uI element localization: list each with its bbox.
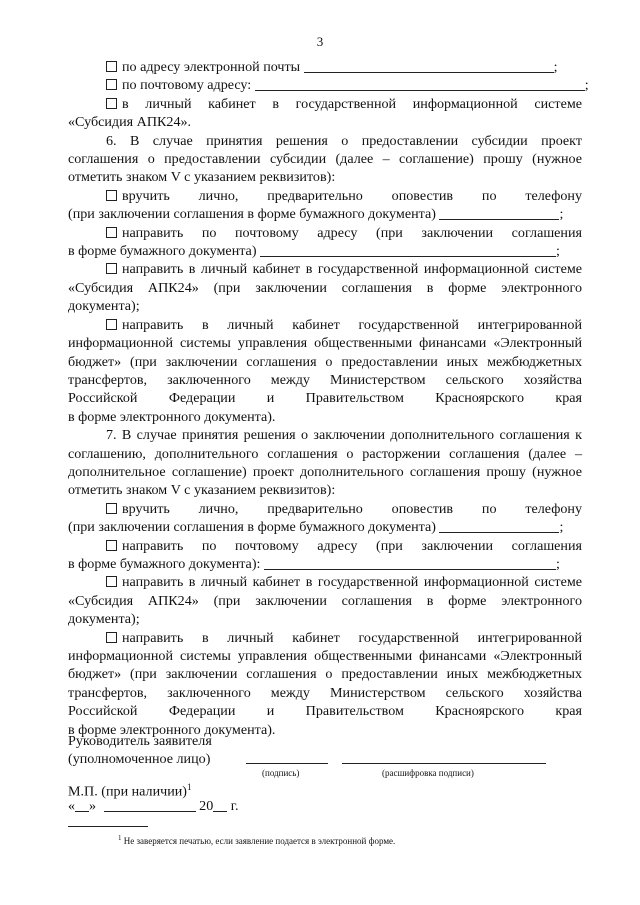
option-email: по адресу электронной почты ; — [68, 58, 582, 76]
checkbox-email[interactable] — [106, 61, 117, 72]
date-day-line[interactable] — [75, 799, 89, 812]
checkbox-p7-postal[interactable] — [106, 540, 117, 551]
checkbox-p6-cabinet[interactable] — [106, 263, 117, 274]
seal-label: М.П. (при наличии)$^1$ — [68, 782, 192, 800]
checkbox-cabinet[interactable] — [106, 98, 117, 109]
p6-option-postal: направить по почтовому адресу (при заключении соглашения — [68, 224, 582, 242]
p7-option-budget: направить в личный кабинет государственной интегрированной — [68, 629, 582, 647]
signature-line[interactable] — [246, 762, 328, 764]
p6-option-budget: направить в личный кабинет государственной интегрированной — [68, 316, 582, 334]
checkbox-p6-deliver[interactable] — [106, 190, 117, 201]
signature-decode-line[interactable] — [342, 762, 546, 764]
postal-field-line[interactable] — [255, 78, 585, 91]
para-7: 7. В случае принятия решения о заключении дополнительного соглашения к — [106, 427, 582, 444]
date-line: « » 20 г. — [68, 798, 239, 814]
checkbox-p7-deliver[interactable] — [106, 503, 117, 514]
checkbox-p7-cabinet[interactable] — [106, 576, 117, 587]
p7-phone-field-line[interactable] — [439, 520, 559, 533]
p7-option-postal: направить по почтовому адресу (при заключении соглашения — [68, 537, 582, 555]
p6-option-deliver: вручить лично, предварительно оповестив по телефону — [68, 187, 582, 205]
checkbox-p6-postal[interactable] — [106, 227, 117, 238]
date-year-line[interactable] — [213, 799, 227, 812]
signature-caption: (подпись) — [262, 768, 300, 778]
p7-postal-field-line[interactable] — [264, 557, 556, 570]
checkbox-p7-budget[interactable] — [106, 632, 117, 643]
decode-caption: (расшифровка подписи) — [382, 768, 474, 778]
p6-option-cabinet: направить в личный кабинет в государственной информационной системе — [68, 260, 582, 278]
p6-postal-field-line[interactable] — [260, 244, 556, 257]
date-month-line[interactable] — [104, 799, 196, 812]
checkbox-p6-budget[interactable] — [106, 319, 117, 330]
p7-option-deliver: вручить лично, предварительно оповестив по телефону — [68, 500, 582, 518]
option-postal: по почтовому адресу: ; — [68, 76, 582, 94]
checkbox-postal[interactable] — [106, 79, 117, 90]
page-number: 3 — [316, 34, 324, 49]
option-cabinet: в личный кабинет в государственной информационной системе — [68, 95, 582, 113]
para-6: 6. В случае принятия решения о предоставлении субсидии проект — [106, 132, 582, 149]
email-field-line[interactable] — [304, 60, 554, 73]
p6-phone-field-line[interactable] — [439, 207, 559, 220]
document-body: по адресу электронной почты ; по почтовому адресу: ; в личный кабинет в государственной информационной системе «Субсидия АПК24». 6. В случае принятия решения о предоставлении субсидии проект соглашения о предоставлении субсидии (далее – соглашение) прошу (нужное отметить знаком V с указанием реквизитов): вручить лично, предварительно оповестив по телефону (при заключении соглашения в форме бумажного документа) ; направить по почтовому адресу (при заключении соглашения в форме бумажного документа) ; направить в личный кабинет в государственной информационной системе «Субсидия АПК24» (при заключении соглашения в форме электронного документа); направить в личный кабинет государственной интегрированной информационной системы управления общественными финансами «Электронный бюджет» (при заключении соглашения о предоставлении иных межбюджетных трансфертов, заключенного между Министерством сельского хозяйства Российской Федерации и Правительством Красноярского края в форме электронного документа). 7. В случае принятия решения о заключении дополнительного соглашения к соглашению, дополнительного соглашения о расторжении соглашения (далее – дополнительное соглашение) проект дополнительного соглашения прошу (нужное отметить знаком V с указанием реквизитов): вручить лично, предварительно оповестив по телефону (при заключении соглашения в форме бумажного документа) ; направить по почтовому адресу (при заключении соглашения в форме бумажного документа): ; направить в личный кабинет в государственной информационной системе «Субсидия АПК24» (при заключении соглашения в форме электронного документа); направить в личный кабинет государственной интегрированной информационной системы управления общественными финансами «Электронный бюджет» (при заключении соглашения о предоставлении иных межбюджетных трансфертов, заключенного между Министерством сельского хозяйства Российской Федерации и Правительством Красноярского края в форме электронного документа). — [68, 59, 589, 738]
head-label: Руководитель заявителя — [68, 733, 212, 749]
p7-option-cabinet: направить в личный кабинет в государственной информационной системе — [68, 573, 582, 591]
option-cabinet-cont: «Субсидия АПК24». — [68, 114, 192, 131]
footnote: $^1$ Не заверяется печатью, если заявление подается в электронной форме. — [118, 834, 396, 846]
signature-block — [68, 732, 212, 769]
authorized-label: (уполномоченное лицо) — [68, 751, 211, 768]
footnote-divider — [68, 826, 148, 827]
